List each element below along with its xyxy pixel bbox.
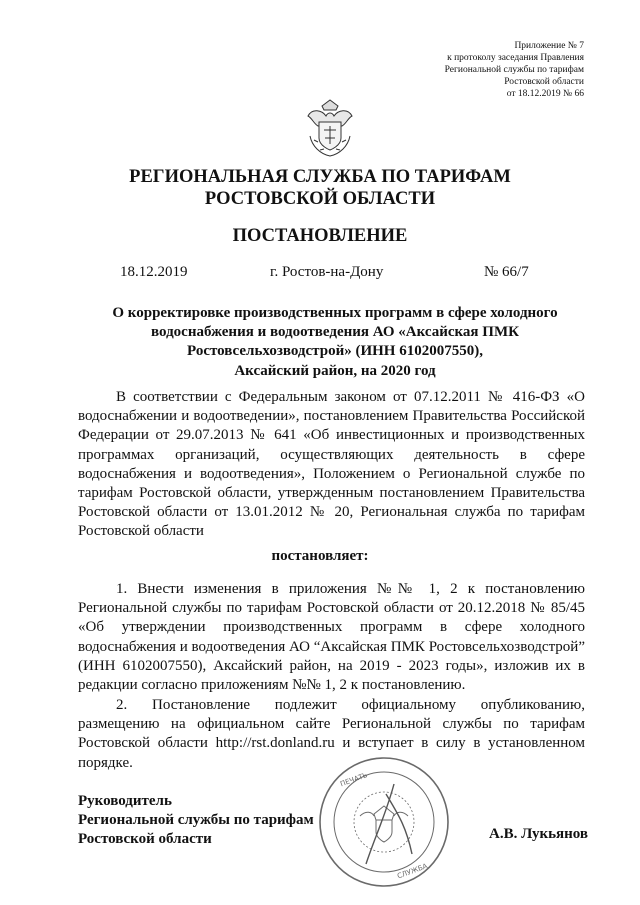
- svg-text:ПЕЧАТЬ: ПЕЧАТЬ: [339, 771, 369, 789]
- svg-text:СЛУЖБА: СЛУЖБА: [396, 862, 429, 881]
- document-subject: [90, 304, 580, 381]
- annex-line: Региональной службы по тарифам: [444, 65, 584, 75]
- signatory-block: [78, 792, 314, 850]
- subject-line: Ростовсельхозводстрой» (ИНН 6102007550),: [187, 343, 483, 360]
- annex-line: Ростовской области: [504, 77, 584, 87]
- subject-line: О корректировке производственных программ в сфере холодного: [112, 305, 558, 321]
- org-line: РОСТОВСКОЙ ОБЛАСТИ: [204, 189, 436, 209]
- document-city: г. Ростов-на-Дону: [270, 264, 384, 280]
- item-2-paragraph: 2. Постановление подлежит официальному опубликованию, размещению на официальном сайте Региональной службы по тарифам Ростовской области http://rst.donland.ru и вступает в силу в установленном порядке.: [78, 697, 585, 771]
- document-number: № 66/7: [484, 264, 529, 280]
- annex-line: Приложение № 7: [514, 41, 584, 51]
- organization-name: [0, 166, 640, 210]
- item-1-paragraph: 1. Внести изменения в приложения №№ 1, 2 к постановлению Региональной службы по тарифам Ростовской области от 20.12.2018 № 85/45 «Об утверждении производственных программ в сфере холодного водоснабжения и водоотведения АО “Аксайская ПМК Ростовсельхозводстрой” (ИНН 6102007550), Аксайский район, на 2019 - 2023 годы», изложив их в редакции согласно приложениям №№ 1, 2 к постановлению.: [78, 581, 585, 694]
- official-seal-stamp: [316, 754, 452, 890]
- org-line: РЕГИОНАЛЬНАЯ СЛУЖБА ПО ТАРИФАМ: [129, 167, 511, 187]
- subject-line: водоснабжения и водоотведения АО «Аксайская ПМК: [151, 324, 519, 341]
- signatory-line: Руководитель: [78, 793, 172, 809]
- signatory-line: Региональной службы по тарифам: [78, 812, 314, 829]
- annex-line: к протоколу заседания Правления: [447, 53, 584, 63]
- signatory-line: Ростовской области: [78, 831, 212, 848]
- annex-note: [344, 40, 584, 100]
- decree-word: постановляет:: [271, 548, 369, 564]
- coat-of-arms-emblem: [302, 96, 358, 158]
- preamble-paragraph: В соответствии с Федеральным законом от 07.12.2011 № 416-ФЗ «О водоснабжении и водоотведении», постановлением Правительства Российской Федерации от 29.07.2013 № 641 «Об инвестиционных и производственных программах организаций, осуществляющих деятельность в сфере водоснабжения и водоотведения», Положением о Региональной службе по тарифам Ростовской области, утвержденным постановлением Правительства Ростовской области от 13.01.2012 № 20, Региональная служба по тарифам Ростовской области: [78, 389, 585, 540]
- document-date: 18.12.2019: [120, 264, 188, 280]
- document-type: ПОСТАНОВЛЕНИЕ: [232, 226, 408, 246]
- signatory-name: А.В. Лукьянов: [489, 826, 588, 842]
- subject-line: Аксайский район, на 2020 год: [234, 362, 436, 379]
- annex-line: от 18.12.2019 № 66: [506, 89, 584, 99]
